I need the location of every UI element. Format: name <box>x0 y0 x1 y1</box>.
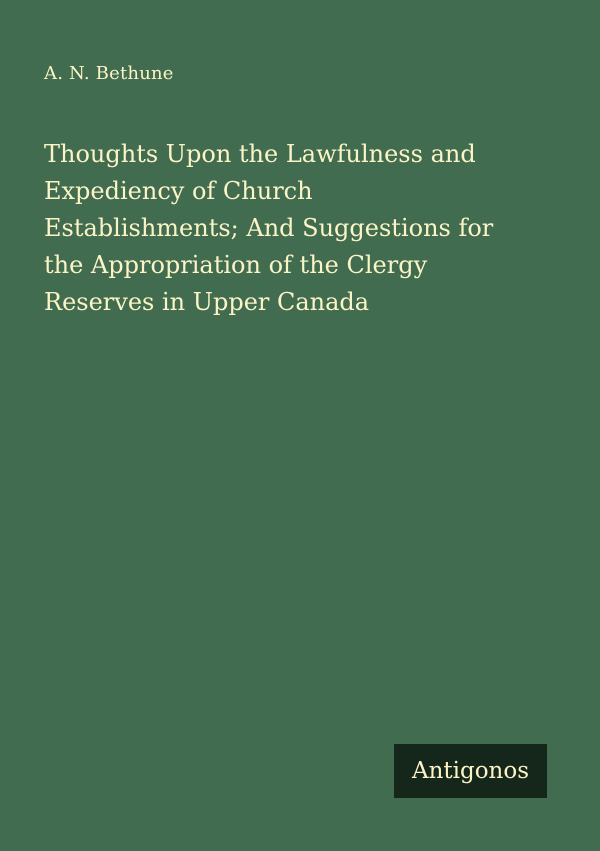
title-line: Reserves in Upper Canada <box>44 288 370 316</box>
publisher-name: Antigonos <box>411 757 530 784</box>
title-line: the Appropriation of the Clergy <box>44 251 428 279</box>
title-line: Thoughts Upon the Lawfulness and <box>44 140 476 168</box>
title-line: Expediency of Church <box>44 177 313 205</box>
title-line: Establishments; And Suggestions for <box>44 214 494 242</box>
book-title <box>44 136 564 321</box>
publisher-label <box>394 744 547 798</box>
author-name: A. N. Bethune <box>44 63 174 84</box>
